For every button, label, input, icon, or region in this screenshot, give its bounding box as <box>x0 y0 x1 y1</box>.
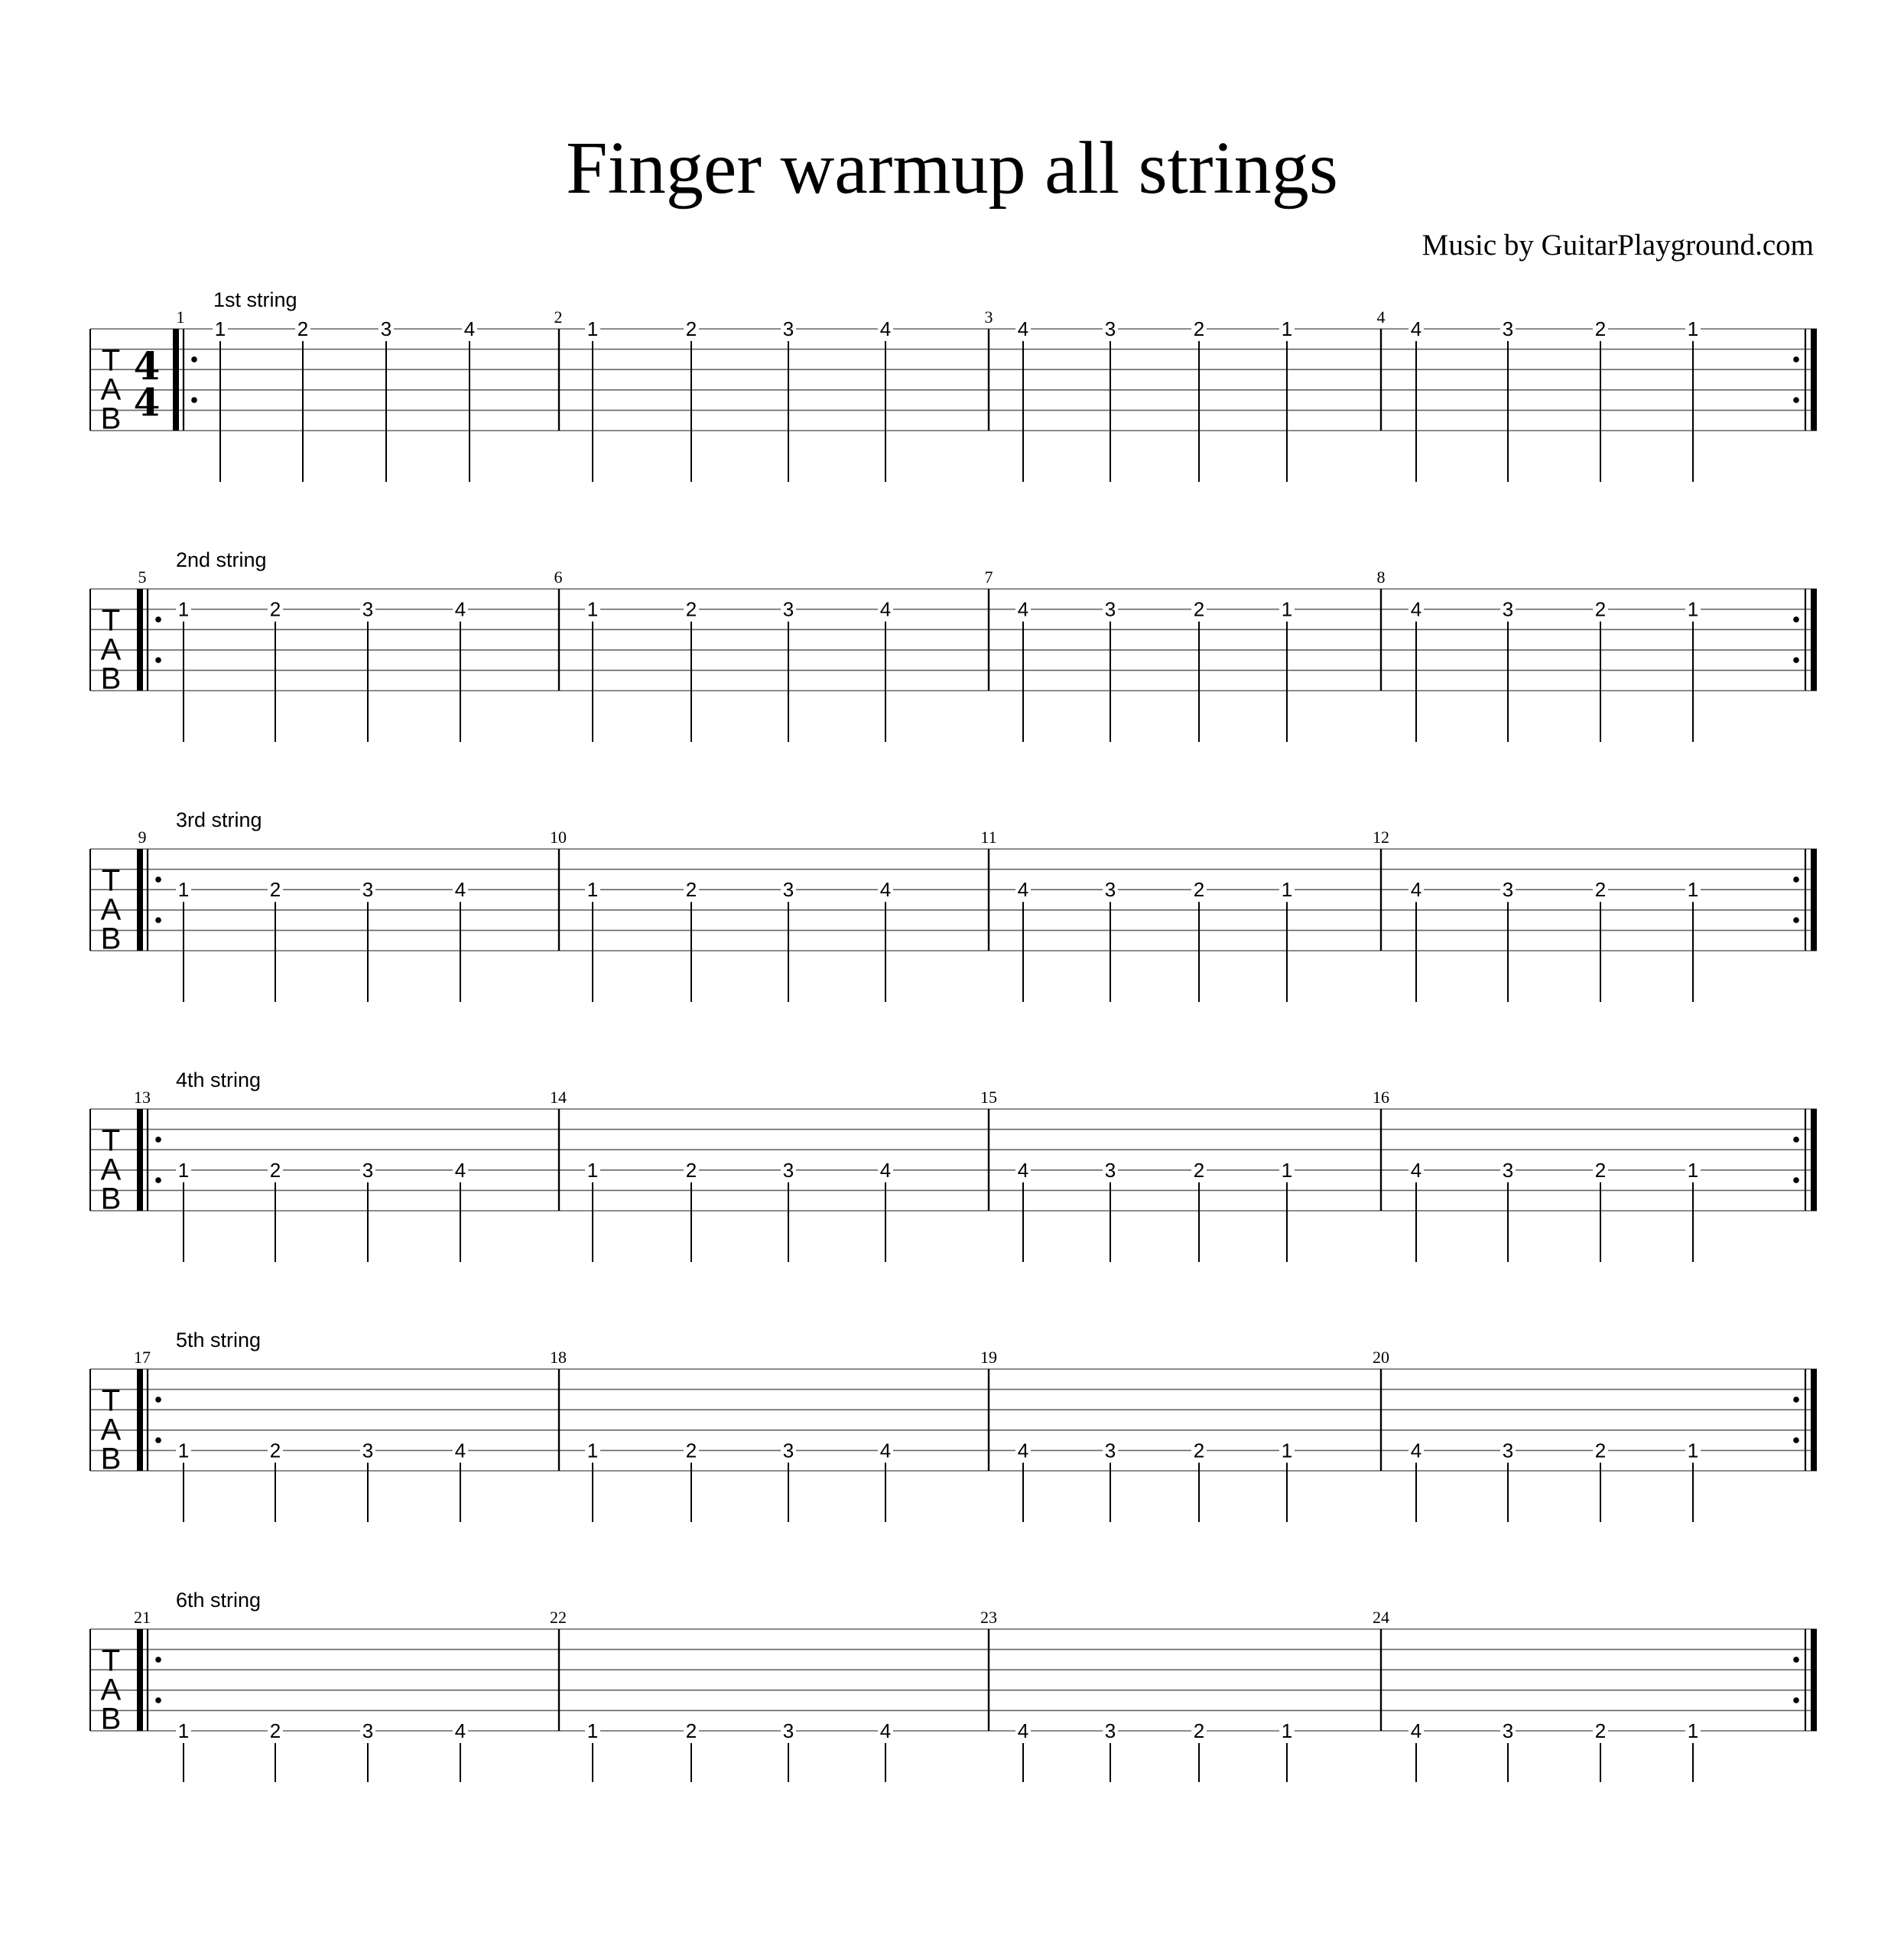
repeat-dot <box>191 356 197 363</box>
tab-clef-letter: A <box>100 633 122 667</box>
measure-number: 22 <box>550 1608 567 1627</box>
fret-number: 3 <box>1104 1719 1116 1742</box>
fret-number: 3 <box>782 1158 794 1182</box>
tab-clef-letter: T <box>101 603 121 638</box>
tab-clef-letter: T <box>101 1384 121 1418</box>
fret-number: 2 <box>1193 878 1205 902</box>
tab-clef-letter: T <box>101 1644 121 1678</box>
fret-number: 1 <box>177 597 190 621</box>
measure-number: 16 <box>1373 1088 1389 1107</box>
fret-number: 4 <box>879 878 892 902</box>
fret-number: 1 <box>1281 878 1293 902</box>
fret-number: 1 <box>214 317 226 340</box>
fret-number: 2 <box>1193 597 1205 621</box>
string-label: 3rd string <box>176 808 262 831</box>
fret-number: 3 <box>362 878 374 902</box>
repeat-dot <box>155 1397 161 1403</box>
measure-number: 11 <box>980 828 997 847</box>
fret-number: 3 <box>782 597 794 621</box>
fret-number: 3 <box>782 1439 794 1462</box>
repeat-dot <box>155 1697 161 1703</box>
fret-number: 3 <box>362 1719 374 1742</box>
fret-number: 1 <box>1687 1158 1699 1182</box>
fret-number: 1 <box>177 1439 190 1462</box>
fret-number: 4 <box>454 878 466 902</box>
measure-number: 24 <box>1373 1608 1389 1627</box>
fret-number: 1 <box>1281 1439 1293 1462</box>
fret-number: 1 <box>1687 597 1699 621</box>
repeat-dot <box>1793 356 1799 363</box>
repeat-dot <box>1793 1437 1799 1443</box>
fret-number: 4 <box>454 1719 466 1742</box>
fret-number: 4 <box>879 597 892 621</box>
repeat-dot <box>1793 1177 1799 1183</box>
fret-number: 3 <box>1502 878 1514 902</box>
repeat-start-thick-bar <box>137 589 143 691</box>
repeat-dot <box>1793 917 1799 923</box>
measure-number: 17 <box>134 1348 151 1367</box>
time-signature-bottom: 4 <box>133 379 161 425</box>
fret-number: 3 <box>1104 317 1116 340</box>
repeat-dot <box>155 616 161 623</box>
fret-number: 4 <box>454 1439 466 1462</box>
measure-number: 6 <box>554 568 563 587</box>
fret-number: 2 <box>269 597 281 621</box>
tab-clef-letter: B <box>100 662 122 696</box>
fret-number: 3 <box>1502 1439 1514 1462</box>
repeat-dot <box>191 397 197 403</box>
fret-number: 4 <box>879 1719 892 1742</box>
fret-number: 3 <box>782 317 794 340</box>
fret-number: 3 <box>1104 1439 1116 1462</box>
measure-number: 5 <box>138 568 147 587</box>
repeat-dot <box>155 917 161 923</box>
fret-number: 4 <box>879 317 892 340</box>
fret-number: 1 <box>177 1158 190 1182</box>
fret-number: 4 <box>1017 317 1029 340</box>
measure-number: 21 <box>134 1608 151 1627</box>
fret-number: 4 <box>1017 1439 1029 1462</box>
fret-number: 4 <box>1410 1158 1422 1182</box>
tab-clef-letter: B <box>100 402 122 436</box>
tab-clef-letter: A <box>100 372 122 407</box>
fret-number: 2 <box>685 597 697 621</box>
fret-number: 4 <box>879 1439 892 1462</box>
fret-number: 3 <box>1502 597 1514 621</box>
fret-number: 2 <box>297 317 309 340</box>
fret-number: 1 <box>586 1439 599 1462</box>
fret-number: 4 <box>1017 597 1029 621</box>
repeat-dot <box>155 877 161 883</box>
fret-number: 2 <box>1594 1719 1607 1742</box>
fret-number: 4 <box>1017 1719 1029 1742</box>
fret-number: 2 <box>269 1439 281 1462</box>
fret-number: 2 <box>1193 1719 1205 1742</box>
fret-number: 3 <box>380 317 392 340</box>
fret-number: 1 <box>1281 597 1293 621</box>
fret-number: 1 <box>586 1719 599 1742</box>
fret-number: 2 <box>685 317 697 340</box>
repeat-dot <box>155 1437 161 1443</box>
repeat-start-thick-bar <box>137 1369 143 1471</box>
fret-number: 3 <box>1104 597 1116 621</box>
fret-number: 1 <box>1687 317 1699 340</box>
measure-number: 20 <box>1373 1348 1389 1367</box>
repeat-end-thick-bar <box>1811 1369 1817 1471</box>
measure-number: 23 <box>980 1608 997 1627</box>
repeat-dot <box>1793 1697 1799 1703</box>
tab-clef-letter: T <box>101 1124 121 1158</box>
repeat-end-thick-bar <box>1811 1629 1817 1731</box>
tab-clef-letter: B <box>100 1702 122 1736</box>
fret-number: 1 <box>1687 878 1699 902</box>
fret-number: 1 <box>177 1719 190 1742</box>
fret-number: 1 <box>586 1158 599 1182</box>
repeat-start-thick-bar <box>137 849 143 951</box>
repeat-dot <box>1793 616 1799 623</box>
fret-number: 1 <box>1281 1719 1293 1742</box>
measure-number: 4 <box>1376 307 1386 327</box>
fret-number: 2 <box>685 878 697 902</box>
fret-number: 4 <box>1410 878 1422 902</box>
fret-number: 1 <box>1687 1719 1699 1742</box>
measure-number: 3 <box>984 307 993 327</box>
measure-number: 14 <box>550 1088 567 1107</box>
score-title: Finger warmup all strings <box>566 127 1338 210</box>
string-label: 1st string <box>213 288 297 311</box>
measure-number: 12 <box>1373 828 1389 847</box>
repeat-end-thick-bar <box>1811 329 1817 431</box>
measure-number: 2 <box>554 307 563 327</box>
repeat-dot <box>155 657 161 663</box>
repeat-dot <box>1793 877 1799 883</box>
measure-number: 13 <box>134 1088 151 1107</box>
fret-number: 4 <box>1410 317 1422 340</box>
measure-number: 1 <box>176 307 185 327</box>
string-label: 2nd string <box>176 548 267 571</box>
measure-number: 8 <box>1376 568 1386 587</box>
fret-number: 1 <box>1281 1158 1293 1182</box>
tab-clef-letter: A <box>100 893 122 927</box>
fret-number: 2 <box>269 1158 281 1182</box>
fret-number: 2 <box>1193 317 1205 340</box>
string-label: 5th string <box>176 1329 262 1351</box>
fret-number: 3 <box>1502 317 1514 340</box>
fret-number: 2 <box>269 1719 281 1742</box>
fret-number: 3 <box>362 597 374 621</box>
string-label: 6th string <box>176 1589 262 1612</box>
fret-number: 4 <box>1410 1719 1422 1742</box>
fret-number: 3 <box>362 1439 374 1462</box>
fret-number: 2 <box>1193 1439 1205 1462</box>
fret-number: 2 <box>685 1158 697 1182</box>
fret-number: 4 <box>454 597 466 621</box>
tab-clef-letter: A <box>100 1413 122 1447</box>
repeat-dot <box>1793 1397 1799 1403</box>
repeat-start-thick-bar <box>173 329 179 431</box>
repeat-start-thick-bar <box>137 1629 143 1731</box>
tab-clef-letter: T <box>101 343 121 378</box>
fret-number: 1 <box>586 317 599 340</box>
tab-clef-letter: A <box>100 1153 122 1187</box>
fret-number: 3 <box>782 1719 794 1742</box>
tab-clef-letter: B <box>100 1182 122 1216</box>
fret-number: 2 <box>1594 1158 1607 1182</box>
fret-number: 2 <box>1594 1439 1607 1462</box>
fret-number: 2 <box>1193 1158 1205 1182</box>
tab-clef-letter: T <box>101 864 121 898</box>
fret-number: 3 <box>1502 1158 1514 1182</box>
fret-number: 1 <box>586 878 599 902</box>
fret-number: 4 <box>1410 1439 1422 1462</box>
measure-number: 7 <box>984 568 993 587</box>
measure-number: 19 <box>980 1348 997 1367</box>
fret-number: 1 <box>177 878 190 902</box>
repeat-dot <box>155 1657 161 1663</box>
repeat-dot <box>1793 397 1799 403</box>
repeat-end-thick-bar <box>1811 849 1817 951</box>
fret-number: 4 <box>463 317 476 340</box>
fret-number: 1 <box>586 597 599 621</box>
repeat-end-thick-bar <box>1811 1109 1817 1211</box>
fret-number: 3 <box>1104 1158 1116 1182</box>
measure-number: 15 <box>980 1088 997 1107</box>
tab-clef-letter: B <box>100 1442 122 1476</box>
fret-number: 4 <box>454 1158 466 1182</box>
fret-number: 4 <box>1017 1158 1029 1182</box>
repeat-dot <box>155 1177 161 1183</box>
fret-number: 4 <box>879 1158 892 1182</box>
fret-number: 4 <box>1017 878 1029 902</box>
time-signature-top: 4 <box>133 343 161 389</box>
tab-clef-letter: A <box>100 1673 122 1707</box>
string-label: 4th string <box>176 1068 262 1091</box>
measure-number: 9 <box>138 828 147 847</box>
repeat-dot <box>1793 1657 1799 1663</box>
fret-number: 3 <box>782 878 794 902</box>
fret-number: 2 <box>685 1719 697 1742</box>
fret-number: 1 <box>1687 1439 1699 1462</box>
fret-number: 2 <box>269 878 281 902</box>
measure-number: 10 <box>550 828 567 847</box>
fret-number: 2 <box>1594 597 1607 621</box>
fret-number: 2 <box>1594 878 1607 902</box>
fret-number: 2 <box>685 1439 697 1462</box>
repeat-end-thick-bar <box>1811 589 1817 691</box>
composer-credit: Music by GuitarPlayground.com <box>1422 229 1814 262</box>
fret-number: 3 <box>362 1158 374 1182</box>
fret-number: 1 <box>1281 317 1293 340</box>
fret-number: 4 <box>1410 597 1422 621</box>
repeat-dot <box>1793 657 1799 663</box>
repeat-start-thick-bar <box>137 1109 143 1211</box>
tab-clef-letter: B <box>100 922 122 956</box>
repeat-dot <box>1793 1137 1799 1143</box>
fret-number: 2 <box>1594 317 1607 340</box>
fret-number: 3 <box>1502 1719 1514 1742</box>
measure-number: 18 <box>550 1348 567 1367</box>
repeat-dot <box>155 1137 161 1143</box>
fret-number: 3 <box>1104 878 1116 902</box>
